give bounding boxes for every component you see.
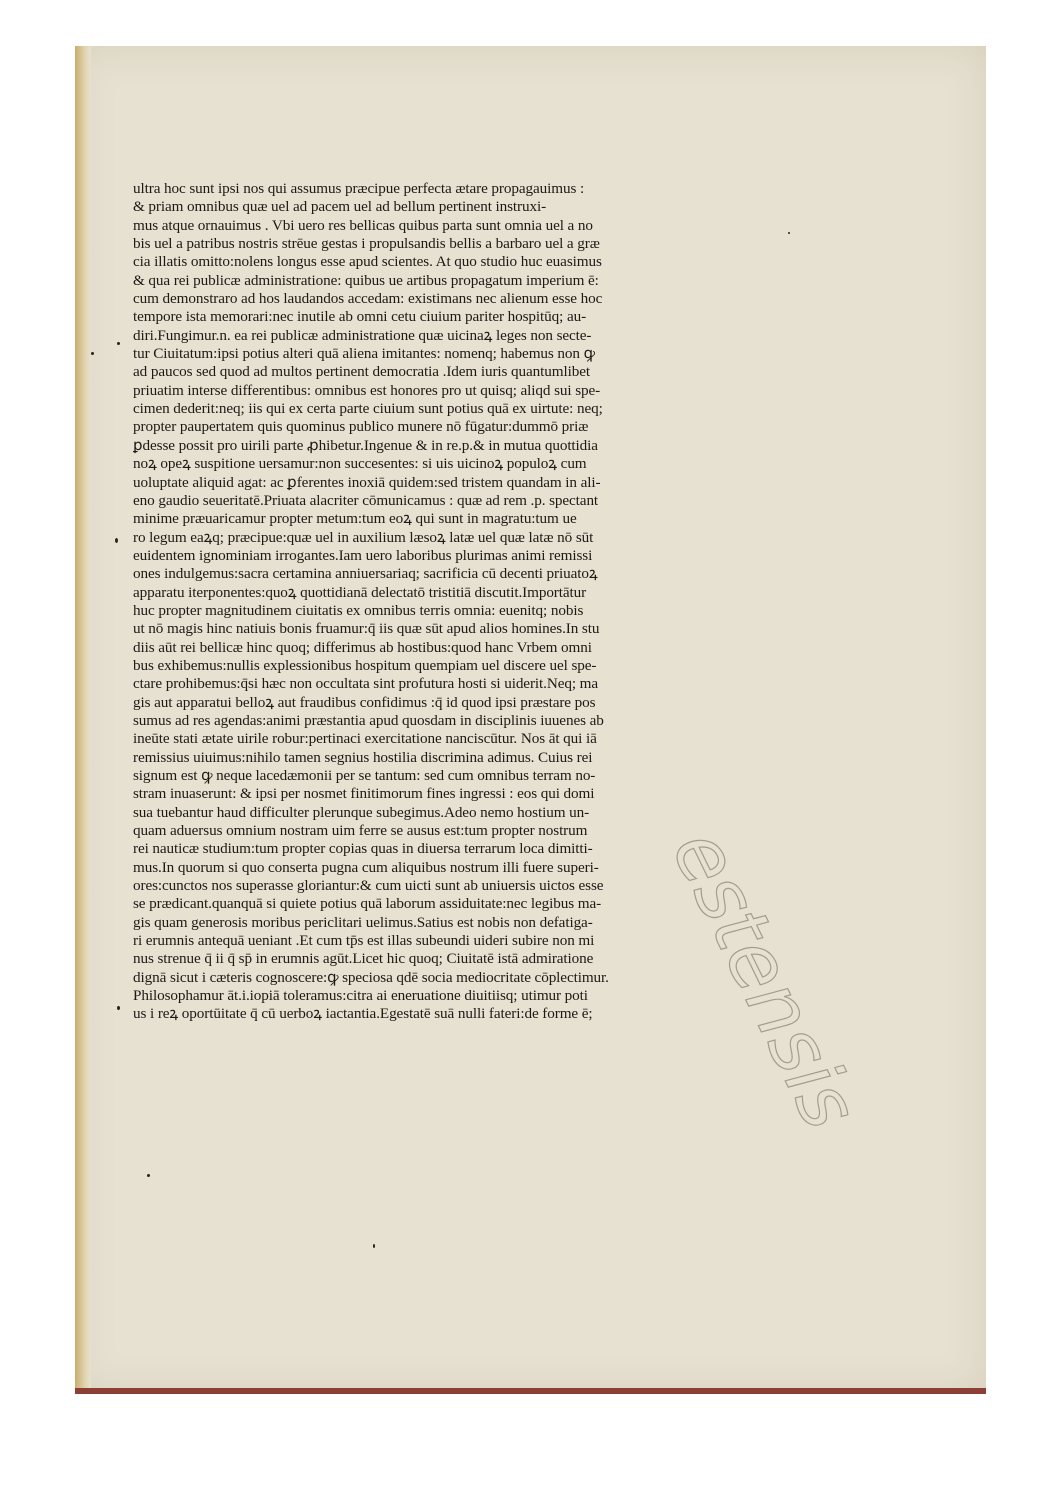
ink-speck [117, 342, 120, 345]
text-line: cum demonstraro ad hos laudandos accedam: existimans nec alienum esse hoc [133, 290, 603, 308]
binding-gutter [75, 46, 91, 1394]
text-line: uoluptate aliquid agat: ac ꝑferentes inoxiā quidem:sed tristem quandam in ali- [133, 473, 601, 491]
text-line: Philosophamur āt.i.iopiā toleramus:citra ai eneruatione diuitiisq; utimur poti [133, 987, 588, 1005]
text-line: minime præuaricamur propter metum:tum eoꝝ qui sunt in magratu:tum ue [133, 510, 577, 528]
text-line: ꝑdesse possit pro uirili parte ꝓhibetur.Ingenue & in re.p.& in mutua quottidia [133, 436, 598, 454]
ink-speck [788, 232, 790, 234]
text-line: nus strenue q̄ ii q̄ sp̄ in erumnis agūt.Licet hic quoq; Ciuitatē istā admiratione [133, 950, 594, 968]
ink-speck [147, 1174, 150, 1177]
text-line: dignā sicut i cæteris cognoscere:ꝙ speciosa qdē socia mediocritate cōplectimur. [133, 968, 609, 986]
text-line: gis aut apparatui belloꝝ aut fraudibus confidimus :q̄ id quod ipsi præstare pos [133, 693, 596, 711]
text-line: noꝝ opeꝝ suspitione uersamur:non succesentes: si uis uicinoꝝ populoꝝ cum [133, 455, 587, 473]
text-line: stram inuaserunt: & ipsi per nosmet finitimorum fines ingressi : eos qui domi [133, 785, 595, 803]
text-line: ineūte stati ætate uirile robur:pertinaci exercitatione nanciscūtur. Nos āt qui iā [133, 730, 597, 748]
library-watermark: estensis [654, 816, 876, 1143]
text-line: tempore ista memorari:nec inutile ab omni cetu ciuium pariter hospitūq; au- [133, 308, 587, 326]
text-line: cimen dederit:neq; iis qui ex certa parte ciuium sunt potius quā ex uirtute: neq; [133, 400, 603, 418]
text-line: propter paupertatem quis quominus publico munere nō fūgatur:dummō priæ [133, 418, 589, 436]
text-line: euidentem ignominiam irrogantes.Iam uero laboribus plurimas animi remissi [133, 546, 593, 564]
text-line: ones indulgemus:sacra certamina anniuersariaq; sacrificia cū decenti priuatoꝝ [133, 565, 598, 583]
text-line: diri.Fungimur.n. ea rei publicæ administratione quæ uicinaꝝ leges non secte- [133, 326, 592, 344]
text-line: signum est ꝙ neque lacedæmonii per se tantum: sed cum omnibus terram no- [133, 767, 596, 784]
text-line: tur Ciuitatum:ipsi potius alteri quā aliena imitantes: nomenq; habemus non ꝙ [133, 345, 595, 363]
text-line: diis aūt rei bellicæ hinc quoq; differimus ab hostibus:quod hanc Vrbem omni [133, 638, 592, 656]
ink-speck [117, 1006, 120, 1010]
text-line: remissius uiuimus:nihilo tamen segnius hostilia discrimina adimus. Cuius rei [133, 748, 593, 766]
text-line: sumus ad res agendas:animi præstantia apud quosdam in disciplinis iuuenes ab [133, 711, 604, 729]
text-line: bis uel a patribus nostris strēue gestas i propulsandis bellis a barbaro uel a græ [133, 235, 600, 253]
text-line: cia illatis omitto:nolens longus esse apud scientes. At quo studio huc euasimus [133, 253, 602, 271]
page-bottom-edge [75, 1388, 986, 1394]
text-line: apparatu iterponentes:quoꝝ quottidianā delectatō tristitiā discutit.Importātur [133, 583, 587, 601]
text-line: ctare prohibemus:q̄si hæc non occultata sint profutura hosti si uiderit.Neq; ma [133, 675, 599, 693]
ink-speck [115, 538, 118, 543]
text-line: ri erumnis antequā ueniant .Et cum tp̄s est illas subeundi uideri subire non mi [133, 932, 595, 950]
text-line: bus exhibemus:nullis explessionibus hospitum quempiam uel discere uel spe- [133, 656, 597, 674]
text-line: rei nauticæ studium:tum propter copias quas in diuersa terrarum loca dimitti- [133, 840, 593, 858]
ink-speck [91, 352, 94, 355]
manuscript-page [75, 46, 986, 1394]
ink-speck [373, 1244, 375, 1248]
text-line: us i reꝝ oportūitate q̄ cū uerboꝝ iactantia.Egestatē suā nulli fateri:de forme ē; [133, 1005, 593, 1023]
text-line: ultra hoc sunt ipsi nos qui assumus præcipue perfecta ætare propagauimus : [133, 180, 585, 197]
text-line: mus.In quorum si quo conserta pugna cum aliquibus nostrum illi fuere superi- [133, 858, 599, 876]
text-line: gis quam generosis moribus periclitari uelimus.Satius est nobis non defatiga- [133, 913, 593, 931]
text-line: ut nō magis hinc natiuis bonis fruamur:q̄ iis quæ sūt apud alios homines.In stu [133, 620, 600, 638]
text-line: & priam omnibus quæ uel ad pacem uel ad bellum pertinent instruxi- [133, 198, 547, 216]
text-line: mus atque ornauimus . Vbi uero res bellicas quibus parta sunt omnia uel a no [133, 216, 593, 234]
text-line: sua tuebantur haud difficulter plerunque subegimus.Adeo nemo hostium un- [133, 803, 590, 821]
text-line: quam aduersus omnium nostram uim ferre se ausus est:tum propter nostrum [133, 822, 588, 840]
text-line: priuatim interse differentibus: omnibus est honores pro ut quisq; aliqd sui spe- [133, 381, 601, 399]
text-line: ro legum eaꝝq; præcipue:quæ uel in auxilium læsoꝝ latæ uel quæ latæ nō sūt [133, 528, 594, 546]
text-line: ores:cunctos nos superasse gloriantur:& cum uicti sunt ab uniuersis uictos esse [133, 877, 604, 895]
text-line: eno gaudio seueritatē.Priuata alacriter cōmunicamus : quæ ad rem .p. spectant [133, 491, 599, 509]
text-line: se prædicant.quanquā si quiete potius quā laborum assiduitate:nec legibus ma- [133, 895, 602, 913]
text-line: & qua rei publicæ administratione: quibus ue artibus propagatum imperium ē: [133, 271, 599, 289]
text-line: ad paucos sed quod ad multos pertinent democratia .Idem iuris quantumlibet [133, 363, 590, 381]
text-line: huc propter magnitudinem ciuitatis ex omnibus terris omnia: euenitq; nobis [133, 601, 584, 619]
